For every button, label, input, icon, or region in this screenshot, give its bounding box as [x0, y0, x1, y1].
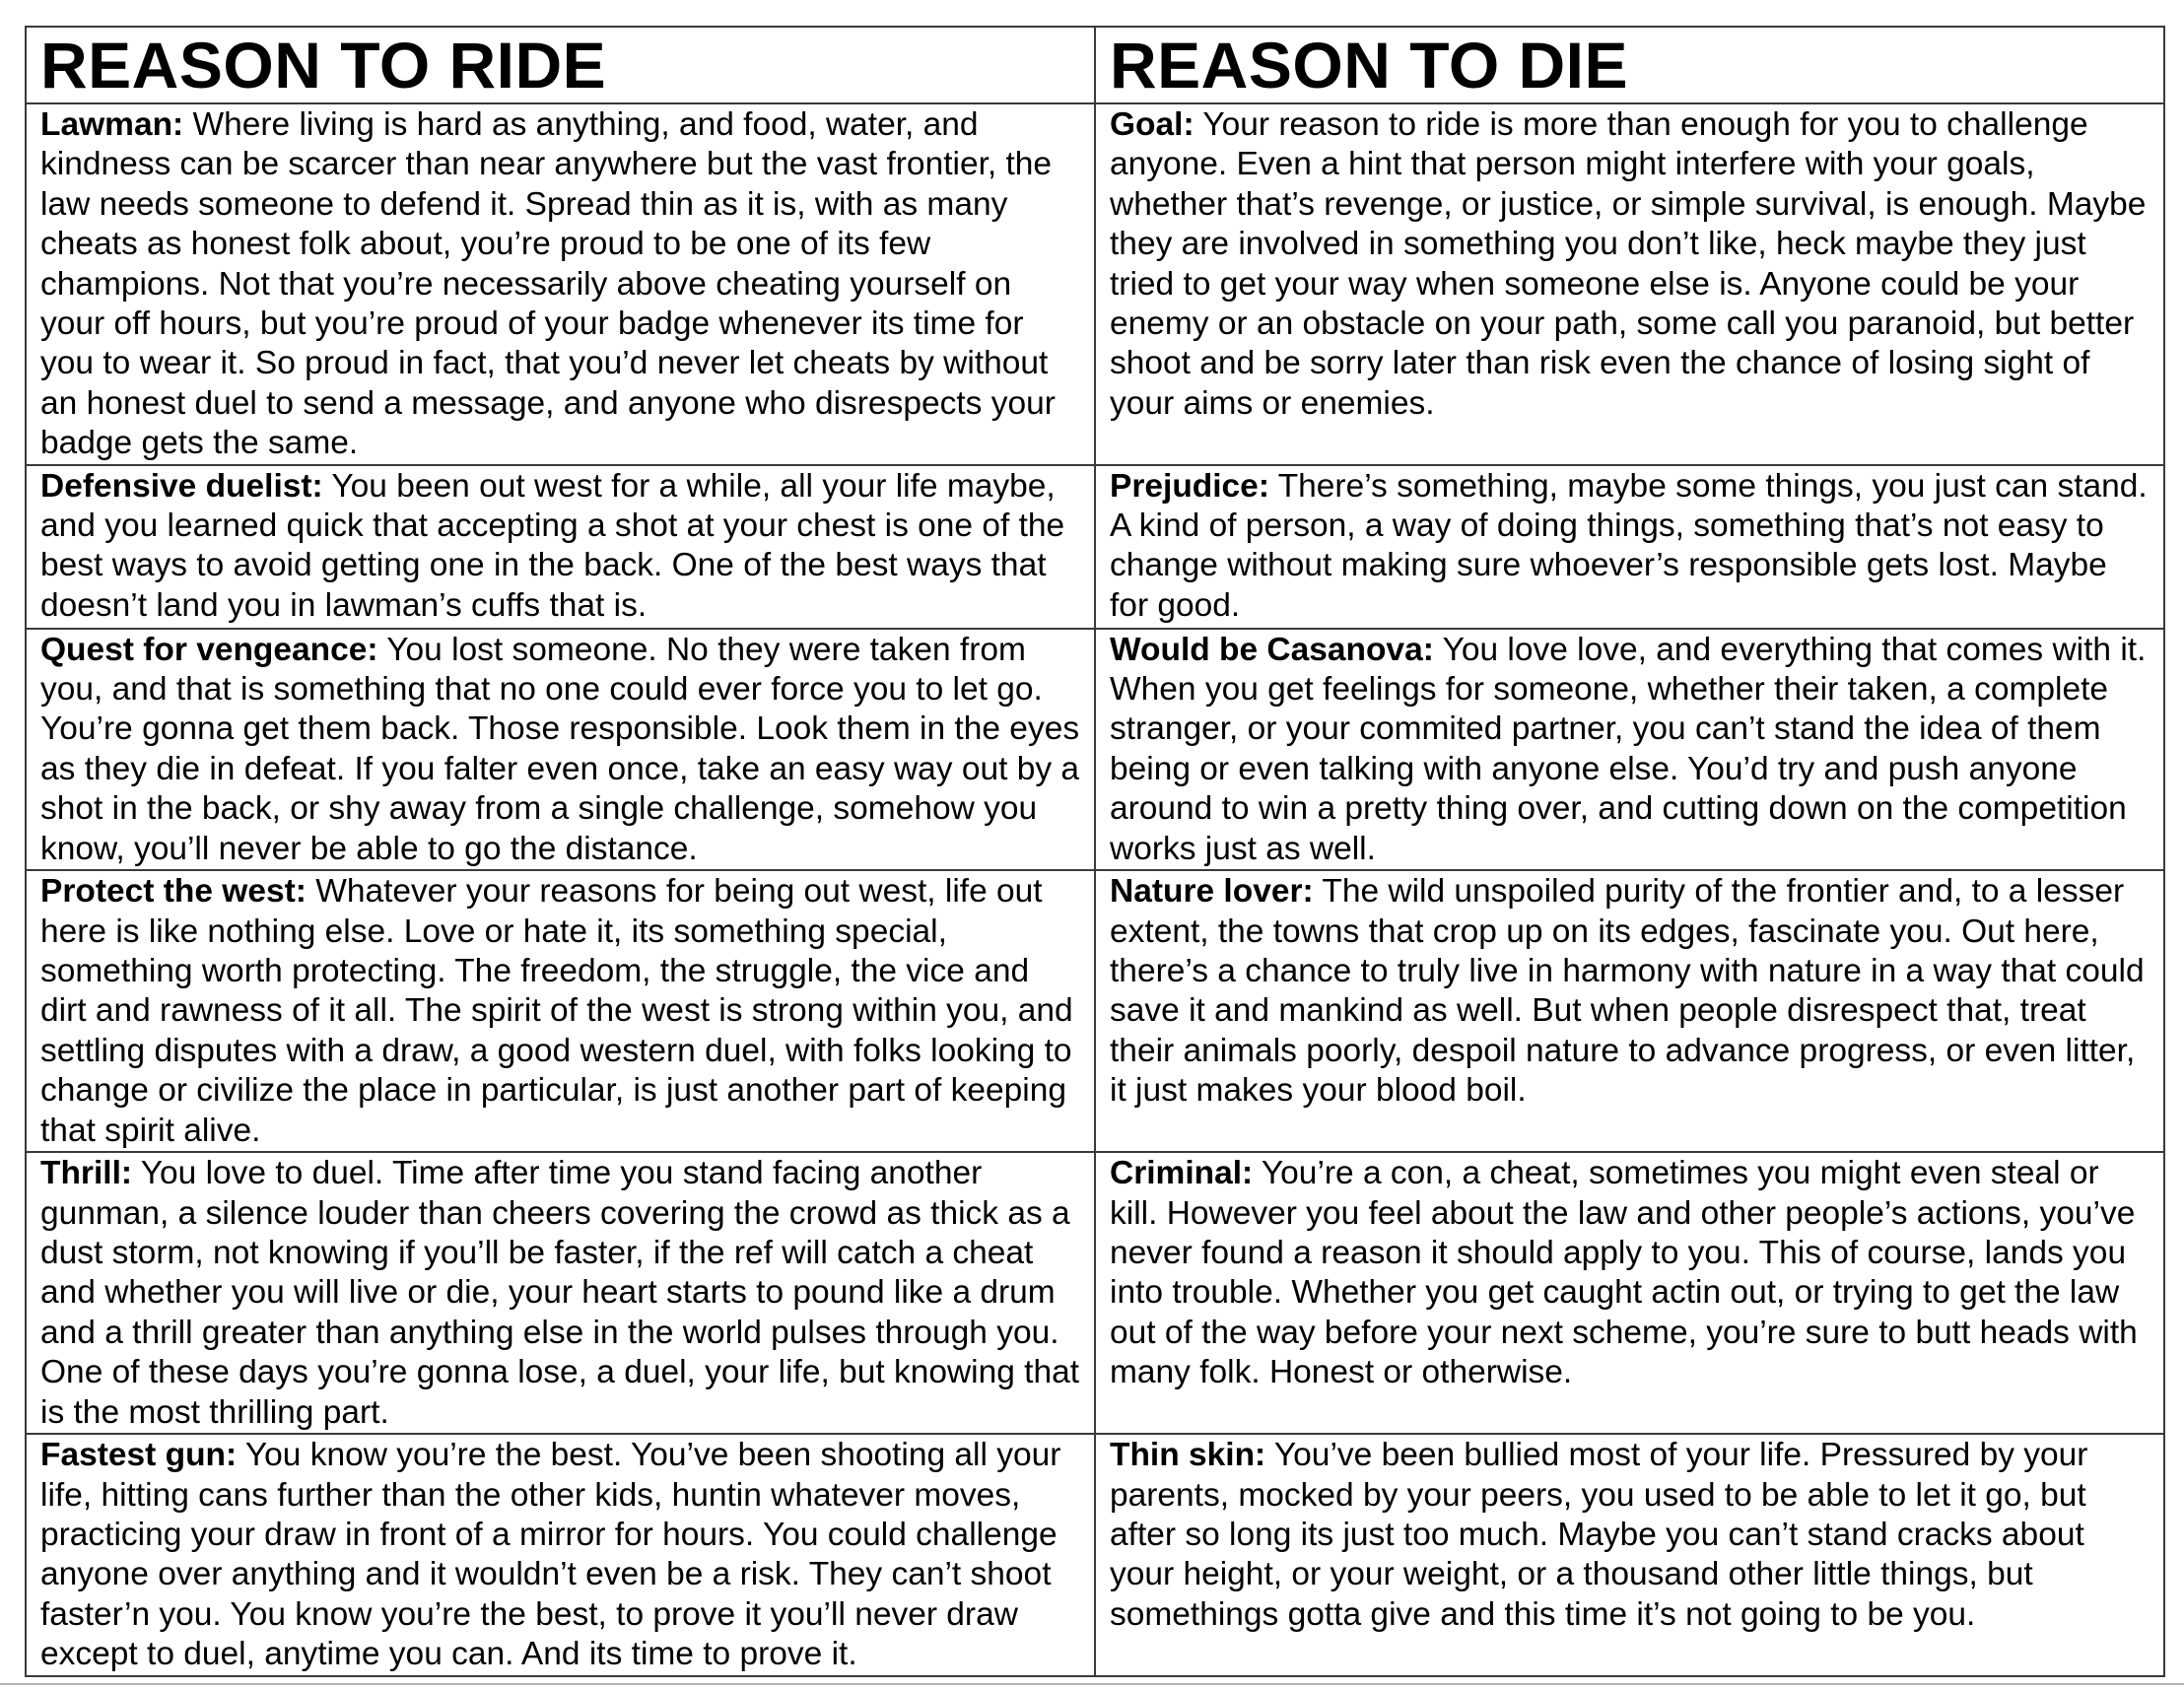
ride-cell-fastest-gun — [26, 1434, 1095, 1676]
die-cell-thin-skin — [1095, 1434, 2164, 1676]
table-row — [26, 465, 2164, 629]
ride-cell-protect-the-west — [26, 870, 1095, 1152]
die-cell-nature-lover — [1095, 870, 2164, 1152]
ride-cell-lawman — [26, 103, 1095, 465]
table-row — [26, 1434, 2164, 1676]
die-term: Criminal: — [1110, 1155, 1254, 1192]
ride-cell-quest-for-vengeance — [26, 629, 1095, 870]
die-description: You love love, and everything that comes with it. When you get feelings for someone, whether their taken, a complete stranger, or your commited partner, you can’t stand the idea of them being or even talking with anyone else. You’d try and push anyone around to win a pretty thing over, and cutting down on the competition works just as well. — [1110, 631, 2147, 867]
die-description: You’ve been bullied most of your life. Pressured by your parents, mocked by your peers, you used to be able to let it go, but after so long its just too much. Maybe you can’t stand cracks about your height, or your weight, or a thousand other little things, but somethings gotta give and this time it’s not going to be you. — [1110, 1437, 2088, 1633]
ride-term: Thrill: — [40, 1155, 133, 1192]
table-row — [26, 103, 2164, 465]
ride-description: You lost someone. No they were taken from you, and that is something that no one could ever force you to let go. You’re gonna get them back. Those responsible. Look them in the eyes as they die in defeat. If you falter even once, take an easy way out by a shot in the back, or shy away from a single challenge, somehow you know, you’ll never be able to go the distance. — [40, 631, 1080, 867]
die-description: The wild unspoiled purity of the frontier and, to a lesser extent, the towns that crop up on its edges, fascinate you. Out here, there’s a chance to truly live in harmony with nature in a way that could save it and mankind as well. But when people disrespect that, treat their animals poorly, despoil nature to advance progress, or even litter, it just makes your blood boil. — [1110, 873, 2145, 1110]
page-bottom-rule — [0, 1683, 2184, 1685]
die-term: Nature lover: — [1110, 873, 1314, 911]
ride-term: Lawman: — [40, 106, 184, 143]
ride-term: Fastest gun: — [40, 1437, 238, 1474]
die-term: Goal: — [1110, 106, 1194, 143]
table-row — [26, 629, 2164, 870]
die-term: Prejudice: — [1110, 467, 1269, 505]
ride-description: You love to duel. Time after time you stand facing another gunman, a silence louder than cheers covering the crowd as thick as a dust storm, not knowing if you’ll be faster, if the ref will catch a cheat and whether you will live or die, your heart starts to pound like a drum and a thrill greater than anything else in the world pulses through you. One of these days you’re gonna lose, a duel, your life, but knowing that is the most thrilling part. — [40, 1155, 1080, 1431]
die-cell-goal — [1095, 103, 2164, 465]
table-row — [26, 1152, 2164, 1434]
ride-description: You been out west for a while, all your life maybe, and you learned quick that accepting a shot at your chest is one of the best ways to avoid getting one in the back. One of the best ways that doesn’t land you in lawman’s cuffs that is. — [40, 467, 1065, 624]
die-cell-criminal — [1095, 1152, 2164, 1434]
ride-cell-defensive-duelist — [26, 465, 1095, 629]
table-row — [26, 870, 2164, 1152]
ride-description: Where living is hard as anything, and food, water, and kindness can be scarcer than near anywhere but the vast frontier, the law needs someone to defend it. Spread thin as it is, with as many cheats as honest folk about, you’re proud to be one of its few champions. Not that you’re necessarily above cheating yourself on your off hours, but you’re proud of your badge whenever its time for you to wear it. So proud in fact, that you’d never let cheats by without an honest duel to send a message, and anyone who disrespects your badge gets the same. — [40, 106, 1056, 462]
ride-cell-thrill — [26, 1152, 1095, 1434]
die-term: Thin skin: — [1110, 1437, 1266, 1474]
ride-description: You know you’re the best. You’ve been shooting all your life, hitting cans further than the other kids, huntin whatever moves, practicing your draw in front of a mirror for hours. You could challenge anyone over anything and it wouldn’t even be a risk. They can’t shoot faster’n you. You know you’re the best, to prove it you’ll never draw except to duel, anytime you can. And its time to prove it. — [40, 1437, 1061, 1673]
die-term: Would be Casanova: — [1110, 631, 1434, 668]
die-description: Your reason to ride is more than enough for you to challenge anyone. Even a hint that person might interfere with your goals, whether that’s revenge, or justice, or simple survival, is enough. Maybe they are involved in something you don’t like, heck maybe they just tried to get your way when someone else is. Anyone could be your enemy or an obstacle on your path, some call you paranoid, but better shoot and be sorry later than risk even the chance of losing sight of your aims or enemies. — [1110, 106, 2147, 422]
die-cell-prejudice — [1095, 465, 2164, 629]
die-description: You’re a con, a cheat, sometimes you might even steal or kill. However you feel about the law and other people’s actions, you’ve never found a reason it should apply to you. This of course, lands you into trouble. Whether you get caught actin out, or trying to get the law out of the way before your next scheme, you’re sure to butt heads with many folk. Honest or otherwise. — [1110, 1155, 2138, 1391]
reason-to-ride-header: REASON TO RIDE — [26, 27, 1095, 103]
die-description: There’s something, maybe some things, you just can stand. A kind of person, a way of doing things, something that’s not easy to change without making sure whoever’s responsible gets lost. Maybe for good. — [1110, 467, 2148, 624]
ride-term: Quest for vengeance: — [40, 631, 378, 668]
die-cell-would-be-casanova — [1095, 629, 2164, 870]
ride-term: Defensive duelist: — [40, 467, 323, 505]
reason-to-die-header: REASON TO DIE — [1095, 27, 2164, 103]
ride-description: Whatever your reasons for being out west, life out here is like nothing else. Love or hate it, its something special, something worth protecting. The freedom, the struggle, the vice and dirt and rawness of it all. The spirit of the west is strong within you, and settling disputes with a draw, a good western duel, with folks looking to change or civilize the place in particular, is just another part of keeping that spirit alive. — [40, 873, 1073, 1149]
reasons-table — [25, 26, 2165, 1677]
header-row — [26, 27, 2164, 103]
ride-term: Protect the west: — [40, 873, 307, 911]
